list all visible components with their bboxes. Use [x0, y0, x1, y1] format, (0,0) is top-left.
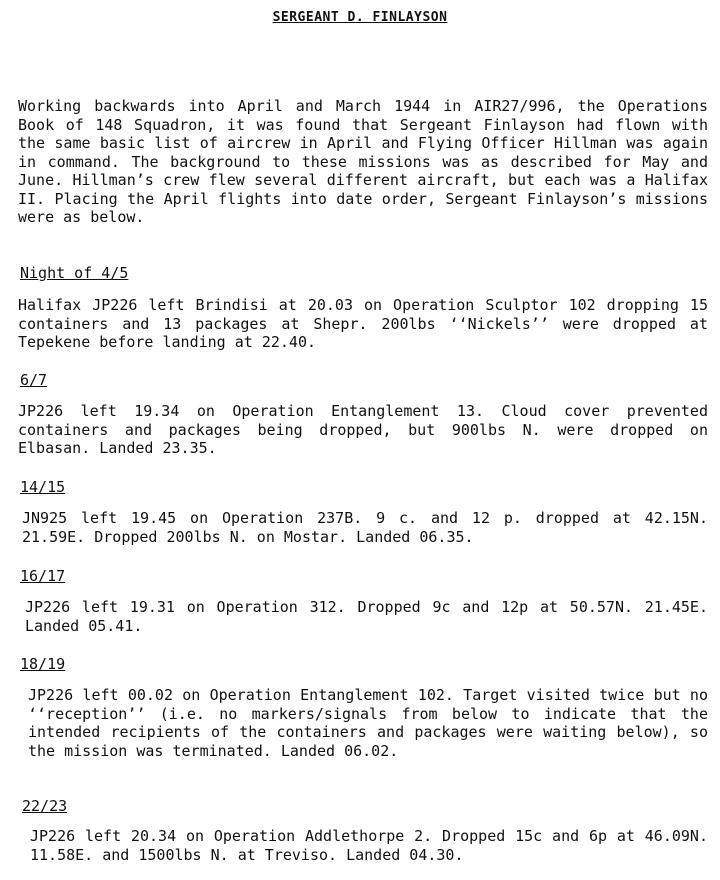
entry-text-22-23: JP226 left 20.34 on Operation Addlethorpe 2. Dropped 15c and 6p at 46.09N. 11.58E. and 1500lbs N. at Treviso. Landed 04.30. — [30, 827, 708, 864]
entry-heading-6-7: 6/7 — [20, 371, 48, 389]
entry-text-6-7: JP226 left 19.34 on Operation Entanglement 13. Cloud cover prevented containers and packages being dropped, but 900lbs N. were dropped on Elbasan. Landed 23.35. — [18, 402, 708, 457]
entry-heading-16-17: 16/17 — [20, 567, 66, 585]
entry-heading-22-23: 22/23 — [22, 797, 68, 815]
document-title: SERGEANT D. FINLAYSON — [272, 10, 448, 25]
entry-heading-18-19: 18/19 — [20, 655, 66, 673]
entry-heading-night-4-5: Night of 4/5 — [20, 264, 129, 282]
entry-text-18-19: JP226 left 00.02 on Operation Entanglement 102. Target visited twice but no ‘‘reception’’ (i.e. no markers/signals from below to indicate that the intended recipients of the containers and packages were waiting below), so the mission was terminated. Landed 06.02. — [28, 686, 708, 760]
entry-heading-14-15: 14/15 — [20, 478, 66, 496]
entry-text-16-17: JP226 left 19.31 on Operation 312. Dropped 9c and 12p at 50.57N. 21.45E. Landed 05.41. — [25, 598, 708, 635]
entry-text-night-4-5: Halifax JP226 left Brindisi at 20.03 on Operation Sculptor 102 dropping 15 containers and 13 packages at Shepr. 200lbs ‘‘Nickels’’ were dropped at Tepekene before landing at 22.40. — [18, 296, 708, 351]
intro-paragraph: Working backwards into April and March 1944 in AIR27/996, the Operations Book of 148 Squadron, it was found that Sergeant Finlayson had flown with the same basic list of aircrew in April and Flying Officer Hillman was again in command. The background to these missions was as described for May and June. Hillman’s crew flew several different aircraft, but each was a Halifax II. Placing the April flights into date order, Sergeant Finlayson’s missions were as below. — [18, 97, 708, 226]
entry-text-14-15: JN925 left 19.45 on Operation 237B. 9 c. and 12 p. dropped at 42.15N. 21.59E. Dropped 200lbs N. on Mostar. Landed 06.35. — [22, 509, 708, 546]
